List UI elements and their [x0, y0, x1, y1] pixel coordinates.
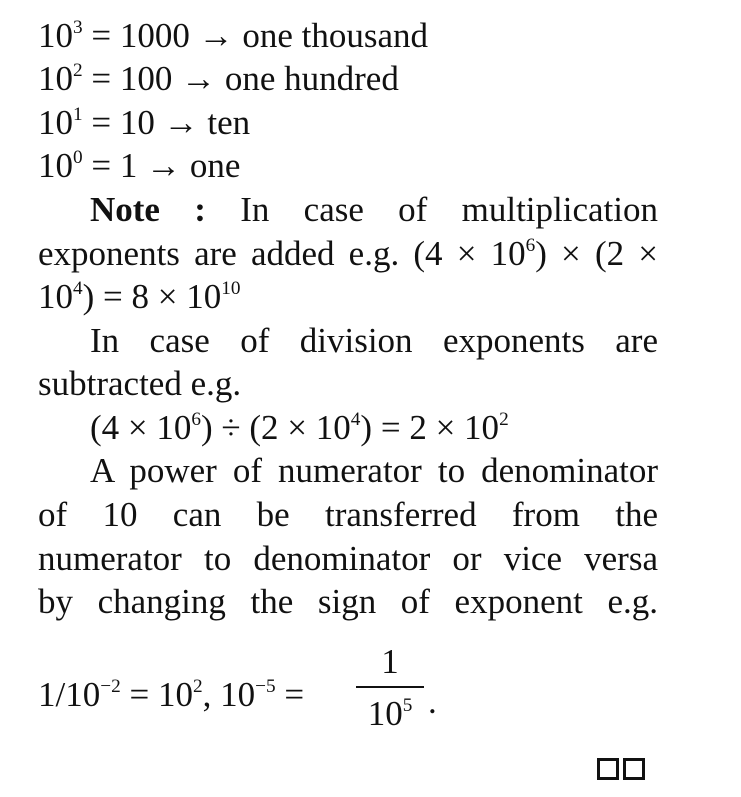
transfer-line-3: numerator to denominator or vice versa	[38, 539, 658, 578]
note-label: Note :	[90, 190, 206, 229]
fraction-numerator: 1	[381, 642, 399, 681]
final-equation: $1/10^{-2} = 10^2$, $10^{-5}$ =	[38, 675, 305, 714]
power-row-ten: $10^1 = 10$ → ten	[38, 103, 251, 142]
end-box-icon	[597, 758, 619, 780]
transfer-line-4: by changing the sign of exponent e.g.	[38, 582, 658, 621]
power-row-thousand: $10^3 = 1000$ → one thousand	[38, 16, 429, 55]
final-period: .	[428, 682, 437, 721]
division-line-2: subtracted e.g.	[38, 364, 242, 403]
transfer-line-2: of 10 can be transferred from the	[38, 495, 658, 534]
note-line-3: $10^4) = 8 \times 10^{10}$	[38, 277, 241, 316]
note-line-1: Note : In case of multiplication	[90, 190, 658, 229]
end-box-icon	[623, 758, 645, 780]
end-marker	[597, 758, 645, 780]
division-line-1: In case of division exponents are	[90, 321, 658, 360]
power-row-one: $10^0 = 1$ → one	[38, 146, 241, 185]
division-equation: $(4 \times 10^6) \div (2 \times 10^4) = 2 \times 10^2$	[90, 408, 509, 447]
fraction-bar	[356, 686, 424, 688]
transfer-line-1: A power of numerator to denominator	[90, 451, 658, 490]
power-row-hundred: $10^2 = 100$ → one hundred	[38, 59, 399, 98]
note-line-2: exponents are added e.g. $(4 \times 10^6) \times (2$ ×	[38, 234, 659, 273]
fraction-denominator: $10^5$	[367, 694, 413, 733]
